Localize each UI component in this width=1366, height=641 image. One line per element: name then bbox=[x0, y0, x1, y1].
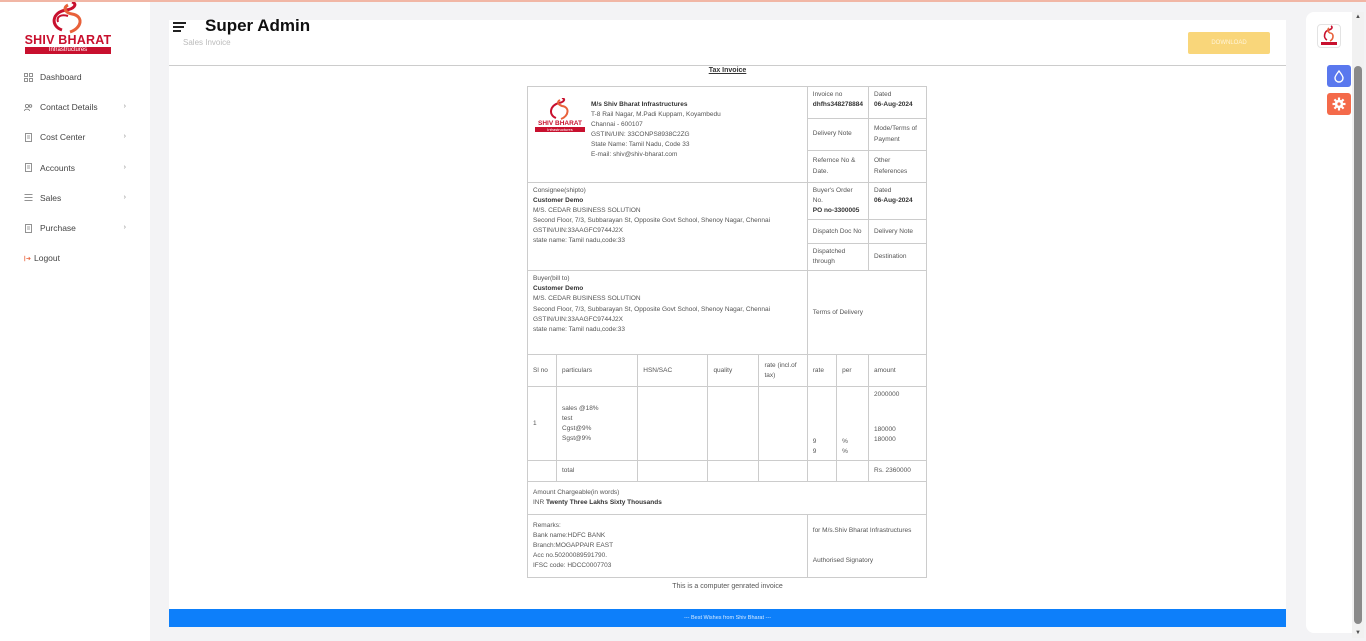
delivery-note2-cell: Delivery Note bbox=[869, 220, 927, 244]
consignee-label: Consignee(shipto) bbox=[533, 187, 586, 194]
sidebar-item-contact-details[interactable] bbox=[0, 92, 150, 122]
invoice-table bbox=[527, 86, 927, 578]
consignee-block bbox=[528, 183, 808, 271]
scroll-up-arrow-icon[interactable]: ▲ bbox=[1355, 14, 1361, 20]
brand-name: SHIV BHARAT bbox=[24, 33, 112, 47]
buyer-label: Buyer(bill to) bbox=[533, 275, 570, 283]
authorised-signatory: Authorised Signatory bbox=[812, 557, 874, 565]
dated-label: Dated bbox=[874, 91, 892, 98]
seller-logo-name: SHIV BHARAT bbox=[538, 120, 582, 127]
particular-line: Cgst@9% bbox=[562, 424, 592, 432]
dated2-value: 06-Aug-2024 bbox=[874, 197, 913, 205]
amount-words-label: Amount Chargeable(in words) bbox=[533, 489, 620, 497]
row-per bbox=[837, 387, 869, 461]
settings-button[interactable] bbox=[1327, 93, 1351, 115]
buyer-address: Second Floor, 7/3, Subbarayan St, Opposite Govt School, Shenoy Nagar, Chennai bbox=[533, 305, 771, 313]
reference-cell: Refernce No & Date. bbox=[807, 151, 868, 183]
table-row bbox=[528, 387, 927, 461]
row-hsn bbox=[638, 387, 708, 461]
buyer-order-cell bbox=[807, 183, 868, 220]
amount-words-value: Twenty Three Lakhs Sixty Thousands bbox=[546, 499, 662, 507]
chevron-right-icon: › bbox=[123, 163, 126, 171]
buyer-gstin: GSTIN/UIN:33AAGFC9744J2X bbox=[533, 315, 623, 323]
sidebar bbox=[0, 2, 150, 641]
per-line: % bbox=[842, 438, 848, 446]
download-button[interactable]: DOWNLOAD bbox=[1188, 32, 1270, 54]
amount-line: 180000 bbox=[874, 426, 896, 434]
document-icon bbox=[24, 224, 33, 233]
delivery-note-cell: Delivery Note bbox=[807, 119, 868, 151]
seller-logo bbox=[533, 98, 587, 138]
buyer-state: state name: Tamil nadu,code:33 bbox=[533, 325, 626, 333]
buyer-company: M/S. CEDAR BUSINESS SOLUTION bbox=[533, 295, 641, 303]
theme-drop-button[interactable] bbox=[1327, 65, 1351, 87]
particular-line: sales @18% bbox=[562, 404, 599, 412]
rate-line: 9 bbox=[812, 448, 817, 456]
sidebar-item-sales[interactable] bbox=[0, 183, 150, 213]
gear-icon bbox=[1327, 93, 1351, 115]
dispatched-through-cell: Dispatched through bbox=[807, 244, 868, 271]
dated-cell bbox=[869, 87, 927, 119]
signatory-block bbox=[807, 515, 926, 578]
for-company: for M/s.Shiv Bharat Infrastructures bbox=[812, 527, 912, 535]
remarks-branch: Branch:MOGAPPAIR EAST bbox=[533, 542, 614, 550]
invoice-no-value: dhfhs348278884 bbox=[812, 101, 863, 109]
sidebar-item-label: Sales bbox=[40, 192, 62, 203]
footer-bar: --- Best Wishes from Shiv Bharat --- bbox=[169, 609, 1286, 627]
sidebar-item-label: Purchase bbox=[40, 223, 76, 234]
sidebar-item-label: Contact Details bbox=[40, 102, 98, 113]
brand-sub: Infrastructures bbox=[25, 47, 111, 54]
mode-terms-cell: Mode/Terms of Payment bbox=[869, 119, 927, 151]
invoice-heading: Tax Invoice bbox=[708, 67, 747, 74]
col-header-sl: Sl no bbox=[528, 355, 557, 387]
sidebar-item-accounts[interactable] bbox=[0, 153, 150, 183]
dated2-cell bbox=[869, 183, 927, 220]
remarks-block bbox=[528, 515, 808, 578]
app-logo-icon[interactable] bbox=[1317, 24, 1341, 48]
chevron-right-icon: › bbox=[123, 193, 126, 201]
buyer-name: Customer Demo bbox=[533, 285, 584, 293]
remarks-label: Remarks: bbox=[533, 522, 561, 530]
buyer-order-value: PO no-3300005 bbox=[812, 207, 860, 215]
sidebar-item-label: Cost Center bbox=[40, 132, 86, 143]
row-sl: 1 bbox=[528, 387, 557, 461]
col-header-per: per bbox=[837, 355, 869, 387]
amount-line: 180000 bbox=[874, 436, 896, 444]
row-rate-incl bbox=[759, 387, 807, 461]
grid-icon bbox=[24, 73, 33, 82]
users-icon bbox=[24, 103, 33, 112]
list-icon bbox=[24, 193, 33, 202]
amount-words-cell bbox=[528, 482, 927, 515]
col-header-rate: rate bbox=[807, 355, 836, 387]
total-row bbox=[528, 461, 927, 482]
col-header-rate-incl: rate (incl.of tax) bbox=[759, 355, 807, 387]
logout-icon bbox=[24, 254, 31, 263]
row-quality bbox=[708, 387, 759, 461]
rate-line: 9 bbox=[812, 438, 817, 446]
top-accent-line bbox=[0, 0, 1366, 2]
total-value: Rs. 2360000 bbox=[869, 461, 927, 482]
sidebar-item-dashboard[interactable] bbox=[0, 62, 150, 92]
dated-value: 06-Aug-2024 bbox=[874, 101, 913, 109]
col-header-amount: amount bbox=[869, 355, 927, 387]
seller-block bbox=[528, 87, 808, 183]
scroll-down-arrow-icon[interactable]: ▼ bbox=[1355, 630, 1361, 636]
sidebar-item-purchase[interactable] bbox=[0, 213, 150, 243]
invoice-container bbox=[169, 66, 1286, 626]
consignee-address: Second Floor, 7/3, Subbarayan St, Opposite Govt School, Shenoy Nagar, Chennai bbox=[533, 217, 771, 225]
logo-swirl-icon bbox=[533, 98, 587, 120]
remarks-acc: Acc no.50200089591790. bbox=[533, 552, 608, 560]
other-refs-cell: Other References bbox=[869, 151, 927, 183]
seller-address-1: T-8 Rail Nagar, M.Padi Kuppam, Koyambedu bbox=[591, 111, 721, 119]
brand-logo[interactable] bbox=[22, 2, 114, 54]
seller-state: State Name: Tamil Nadu, Code 33 bbox=[591, 141, 690, 149]
invoice-no-label: Invoice no bbox=[812, 91, 843, 98]
sidebar-nav bbox=[0, 62, 150, 273]
remarks-ifsc: IFSC code: HDCC0007703 bbox=[533, 562, 612, 570]
dispatch-doc-cell: Dispatch Doc No bbox=[807, 220, 868, 244]
col-header-particulars: particulars bbox=[557, 355, 638, 387]
water-drop-icon bbox=[1327, 65, 1351, 87]
seller-address-2: Channai - 600107 bbox=[591, 121, 643, 129]
remarks-bank: Bank name:HDFC BANK bbox=[533, 532, 606, 540]
sidebar-item-label: Logout bbox=[34, 253, 60, 264]
amount-words-prefix: INR bbox=[533, 499, 545, 507]
consignee-state: state name: Tamil nadu,code:33 bbox=[533, 237, 626, 245]
page-subtitle: Sales Invoice bbox=[183, 38, 231, 47]
page-scrollbar[interactable] bbox=[1352, 12, 1364, 638]
document-icon bbox=[24, 163, 33, 172]
seller-gstin: GSTIN/UIN: 33CONPS8938C2ZG bbox=[591, 131, 690, 139]
buyer-block bbox=[528, 271, 808, 355]
chevron-right-icon: › bbox=[123, 133, 126, 141]
page-title: Super Admin bbox=[205, 16, 311, 35]
buyer-order-label: Buyer's Order No. bbox=[812, 187, 853, 205]
dated2-label: Dated bbox=[874, 187, 892, 194]
seller-logo-sub: Infrastructures bbox=[535, 127, 585, 132]
document-icon bbox=[24, 133, 33, 142]
particular-line: test bbox=[562, 414, 573, 422]
destination-cell: Destination bbox=[869, 244, 927, 271]
consignee-gstin: GSTIN/UIN:33AAGFC9744J2X bbox=[533, 227, 623, 235]
col-header-hsn: HSN/SAC bbox=[638, 355, 708, 387]
seller-name: M/s Shiv Bharat Infrastructures bbox=[591, 101, 688, 108]
per-line: % bbox=[842, 448, 848, 456]
chevron-right-icon: › bbox=[123, 103, 126, 111]
sidebar-item-label: Dashboard bbox=[40, 72, 82, 83]
seller-email: E-mail: shiv@shiv-bharat.com bbox=[591, 151, 678, 159]
sidebar-item-logout[interactable] bbox=[0, 243, 150, 273]
total-label: total bbox=[557, 461, 638, 482]
consignee-name: Customer Demo bbox=[533, 197, 584, 205]
menu-icon[interactable] bbox=[173, 22, 186, 32]
terms-delivery-cell: Terms of Delivery bbox=[807, 271, 926, 355]
particular-line: Sgst@9% bbox=[562, 434, 591, 442]
footer-note: This is a computer genrated invoice bbox=[672, 583, 783, 590]
sidebar-item-label: Accounts bbox=[40, 162, 75, 173]
consignee-company: M/S. CEDAR BUSINESS SOLUTION bbox=[533, 207, 641, 215]
logo-swirl-icon bbox=[22, 2, 114, 34]
row-rate bbox=[807, 387, 836, 461]
scrollbar-thumb[interactable] bbox=[1354, 66, 1362, 624]
sidebar-item-cost-center[interactable] bbox=[0, 122, 150, 152]
col-header-quality: quality bbox=[708, 355, 759, 387]
invoice-no-cell bbox=[807, 87, 868, 119]
row-particulars bbox=[557, 387, 638, 461]
chevron-right-icon: › bbox=[123, 223, 126, 231]
row-amount bbox=[869, 387, 927, 461]
amount-line: 2000000 bbox=[874, 391, 900, 399]
page-header-card bbox=[169, 20, 1286, 66]
